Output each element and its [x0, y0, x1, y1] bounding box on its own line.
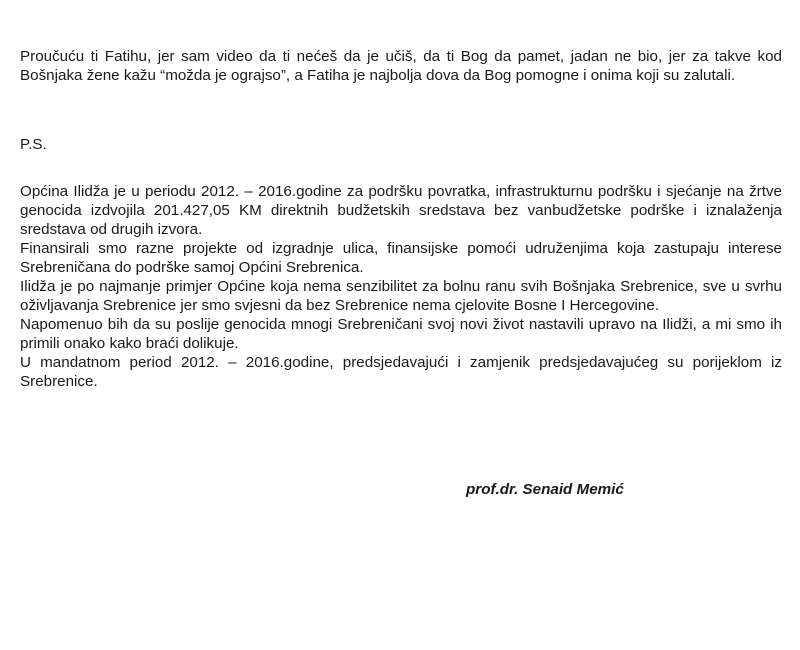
- body-paragraph-mandate: U mandatnom period 2012. – 2016.godine, predsjedavajući i zamjenik predsjedavajućeg su porijeklom iz Srebrenice.: [20, 354, 782, 390]
- body-paragraph-funding: Općina Ilidža je u periodu 2012. – 2016.godine za podršku povratka, infrastrukturnu podršku i sjećanje na žrtve genocida izdvojila 201.427,05 KM direktnih budžetskih sredstava bez vanbudžetske podrške i iznalaženja sredstava od drugih izvora.: [20, 183, 782, 238]
- body-section: [20, 182, 782, 391]
- body-paragraph-projects: Finansirali smo razne projekte od izgradnje ulica, finansijske pomoći udruženjima koja zastupaju interese Srebreničana do podrške samoj Općini Srebrenica.: [20, 240, 782, 276]
- signature: prof.dr. Senaid Memić: [466, 481, 624, 498]
- intro-paragraph: Proučuću ti Fatihu, jer sam video da ti nećeš da je učiš, da ti Bog da pamet, jadan ne bio, jer za takve kod Bošnjaka žene kažu “možda je ograjso”, a Fatiha je najbolja dova da Bog pomogne i onima koji su zalutali.: [20, 48, 782, 84]
- postscript-section: [20, 135, 782, 154]
- body-paragraph-sensibility: Ilidža je po najmanje primjer Općine koja nema senzibilitet za bolnu ranu svih Bošnjaka Srebrenice, sve u svrhu oživljavanja Srebrenice jer smo svjesni da bez Srebrenice nema cjelovite Bosne I Hercegovine.: [20, 278, 782, 314]
- body-paragraph-residents: Napomenuo bih da su poslije genocida mnogi Srebreničani svoj novi život nastavili upravo na Ilidži, a mi smo ih primili onako kako braći dolikuje.: [20, 316, 782, 352]
- intro-section: [20, 47, 782, 85]
- ps-label: P.S.: [20, 136, 47, 153]
